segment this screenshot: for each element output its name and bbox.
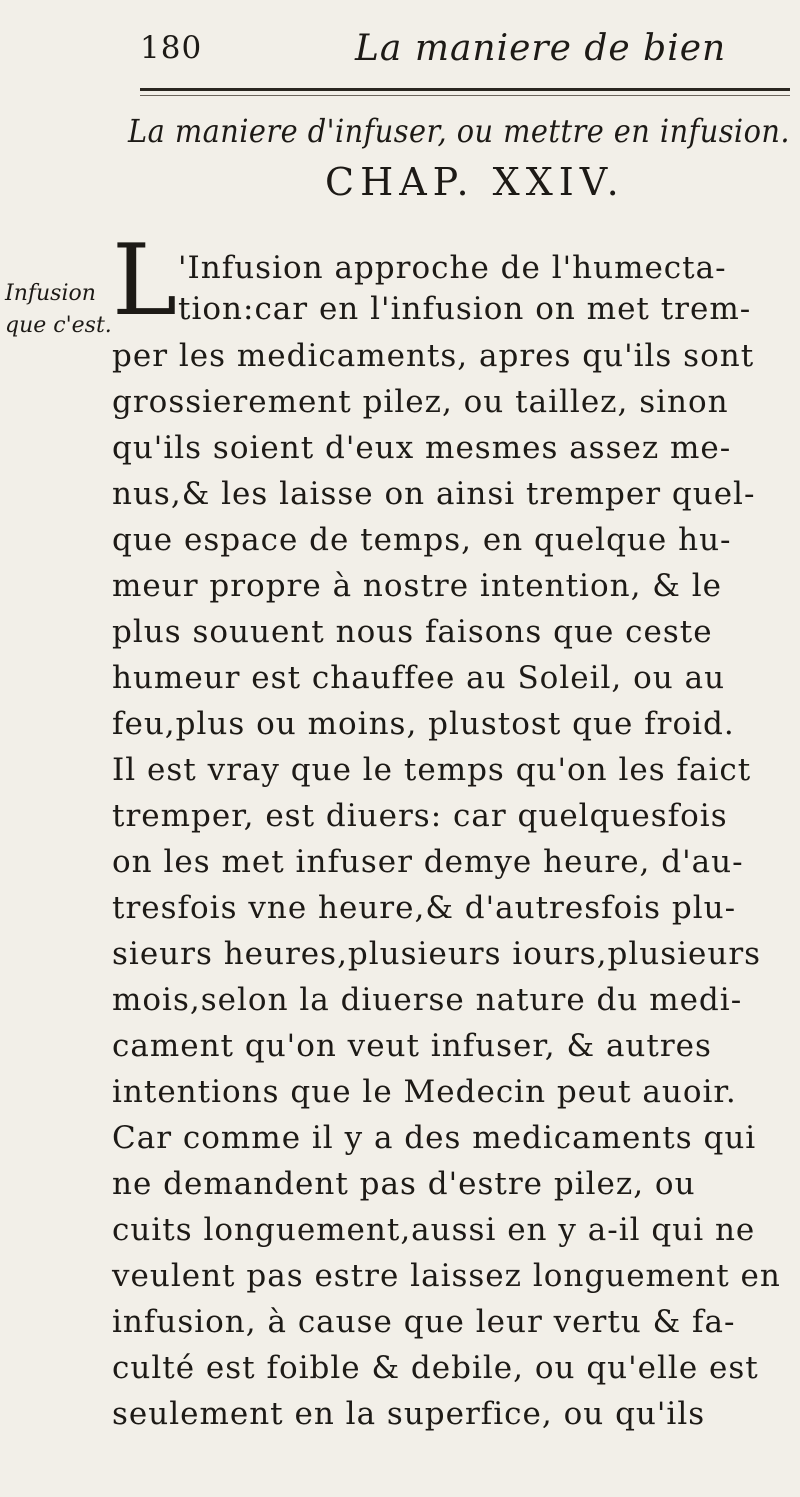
body-line: Car comme il y a des medicaments qui [112, 1120, 757, 1156]
body-line: Il est vray que le temps qu'on les faict [112, 752, 752, 788]
drop-cap: L [112, 224, 178, 338]
body-line: 'Infusion approche de l'humecta- [178, 250, 727, 286]
body-line: plus souuent nous faisons que ceste [112, 614, 713, 650]
body-line: intentions que le Medecin peut auoir. [112, 1074, 737, 1110]
body-line: feu,plus ou moins, plustost que froid. [112, 706, 735, 742]
margin-note-line: Infusion [5, 281, 96, 306]
header-rule-thin [140, 95, 790, 96]
body-line: que espace de temps, en quelque hu- [112, 522, 732, 558]
body-line: tremper, est diuers: car quelquesfois [112, 798, 728, 834]
chapter-heading: CHAP. XXIV. [325, 160, 625, 204]
header-rule [140, 88, 790, 91]
body-line: veulent pas estre laissez longuement en [112, 1258, 781, 1294]
body-line: infusion, à cause que leur vertu & fa- [112, 1304, 736, 1340]
body-line: qu'ils soient d'eux mesmes assez me- [112, 430, 732, 466]
body-line: meur propre à nostre intention, & le [112, 568, 722, 604]
margin-note [5, 278, 112, 342]
body-line: humeur est chauffee au Soleil, ou au [112, 660, 726, 696]
page-number: 180 [140, 30, 203, 66]
body-line: ne demandent pas d'estre pilez, ou [112, 1166, 696, 1202]
margin-note-line: que c'est. [5, 313, 112, 338]
body-line: tresfois vne heure,& d'autresfois plu- [112, 890, 737, 926]
running-head: La maniere de bien [355, 28, 727, 69]
body-line: on les met infuser demye heure, d'au- [112, 844, 744, 880]
body-line: tion:car en l'infusion on met trem- [178, 291, 752, 327]
body-line: sieurs heures,plusieurs iours,plusieurs [112, 936, 762, 972]
body-line: grossierement pilez, ou taillez, sinon [112, 384, 729, 420]
body-line: per les medicaments, apres qu'ils sont [112, 338, 755, 374]
body-line: seulement en la superfice, ou qu'ils [112, 1396, 706, 1432]
body-line: culté est foible & debile, ou qu'elle est [112, 1350, 759, 1386]
body-line: nus,& les laisse on ainsi tremper quel- [112, 476, 756, 512]
body-line: cuits longuement,aussi en y a-il qui ne [112, 1212, 756, 1248]
body-line: cament qu'on veut infuser, & autres [112, 1028, 712, 1064]
body-line: mois,selon la diuerse nature du medi- [112, 982, 743, 1018]
section-title: La maniere d'infuser, ou mettre en infusion. [128, 112, 790, 150]
